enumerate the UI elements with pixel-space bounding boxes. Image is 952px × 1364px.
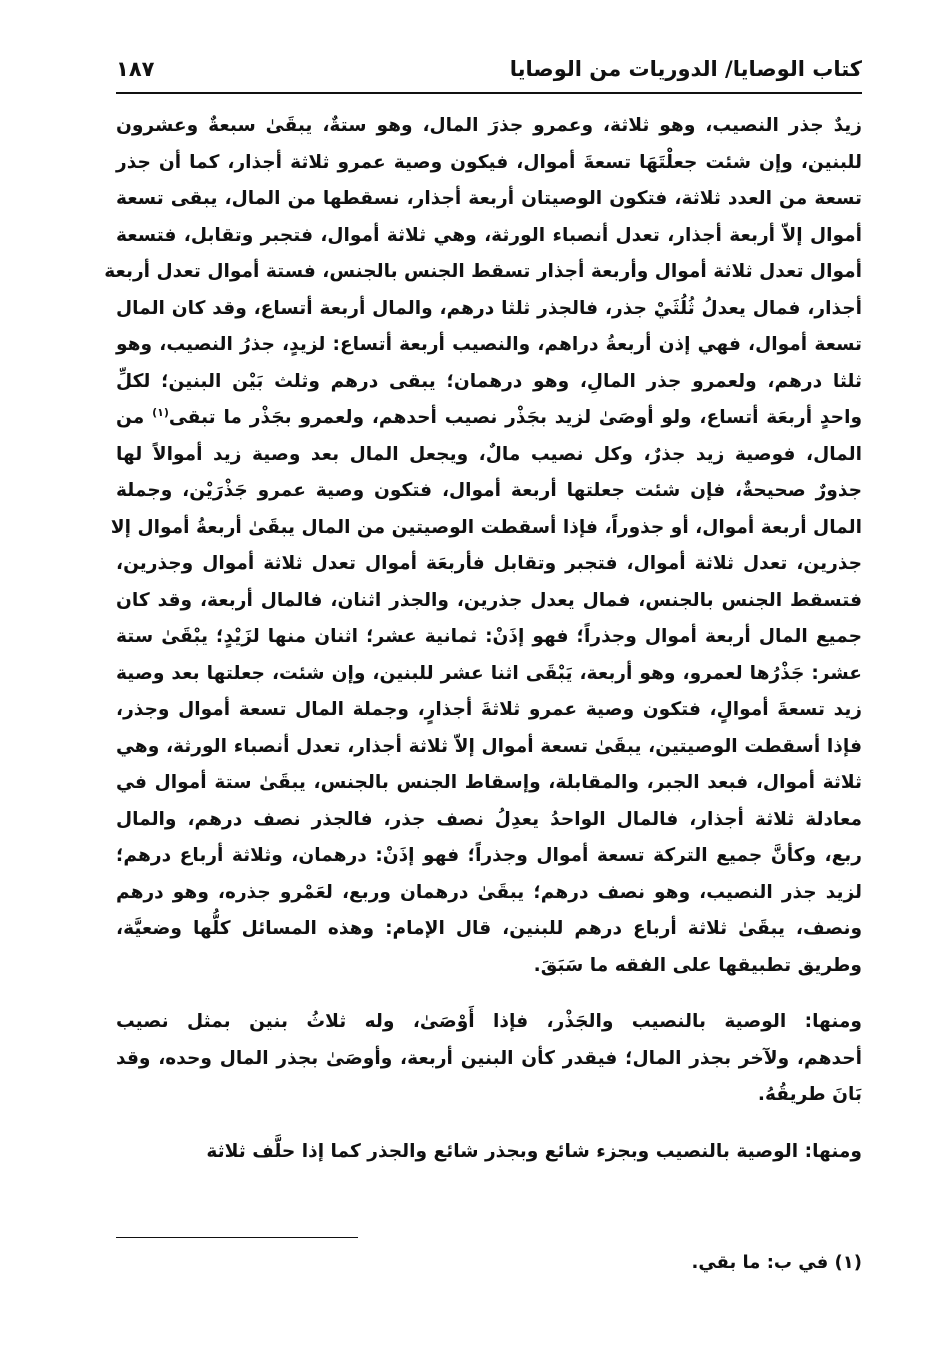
paragraph [116, 1134, 862, 1171]
text-line: بَانَ طريقُهُ. [757, 1084, 862, 1105]
header-rule [116, 92, 862, 94]
text-line: فإذا أسقطت الوصيتين، يبقَىٰ تسعة أموال إلاّ ثلاثة أجذار، تعدل أنصباء الورثة، وهي [116, 735, 862, 757]
text-line: للبنين، وإن شئت جعلْتَهَا تسعةَ أموال، فيكون وصية عمرو ثلاثة أجذار، كما أن جذر [116, 151, 862, 173]
text-line: ثلثا درهم، ولعمرو جذر المالِ، وهو درهمان؛ يبقى درهم وثلث بَيْن البنين؛ لكلِّ [116, 370, 862, 392]
text-line: ومنها: الوصية بالنصيب وبجزء شائع وبجذر شائع والجذر كما إذا حلَّف ثلاثة [206, 1140, 862, 1162]
text-line: المال أربعة أموال، أو جذوراً، فإذا أسقطت الوصيتين من المال يبقَىٰ أربعةُ أموال إلا [110, 516, 862, 538]
page-header [116, 50, 862, 88]
text-line: ربع، وكأنَّ جميع التركة تسعة أموال وجذراً؛ فهو إذَنْ: درهمان، وثلاثة أرباع درهم؛ [116, 845, 862, 866]
text-line: زيد تسعةَ أموالٍ، فتكون وصية عمرو ثلاثةَ أجذارٍ، وجملة المال تسعة أموال وجذر، [116, 699, 862, 720]
text-line: ثلاثة أموال، فبعد الجبر، والمقابلة، وإسقاط الجنس بالجنس، يبقَىٰ ستة أموال في [116, 772, 862, 793]
footnote [116, 1248, 862, 1278]
text-line: معادلة ثلاثة أجذار، فالمال الواحدُ يعدِلُ نصف جذر، فالجذر نصف درهم، والمال [116, 808, 862, 830]
footnote-reference: (١) [152, 405, 169, 419]
text-line: فتسقط الجنس بالجنس، فمال يعدل جذرين، والجذر اثنان، فالمال أربعة، وقد كان [116, 589, 862, 611]
text-line: جميع المال أربعة أموال وجذراً؛ فهو إذَنْ: ثمانية عشر؛ اثنان منها لزَيْدٍ؛ يبْقَىٰ ستة [116, 626, 862, 647]
main-text [104, 108, 863, 1170]
text-line: تسعة من العدد ثلاثة، فتكون الوصيتان أربعة أجذار، نسقطها من المال، يبقى تسعة [116, 188, 862, 209]
text-line: المال، فوصية زيد جذرٌ، وكل نصيب مالٌ، ويجعل المال بعد وصية زيد أموالاً لها [116, 443, 862, 465]
text-line: جذرين، تعدل ثلاثة أموال، فتجبر وتقابل فأربعَة أموال تعدل ثلاثة أموال وجذرين، [116, 553, 862, 574]
page-number: ١٨٧ [116, 57, 155, 81]
text-line: وطريق تطبيقها على الفقه ما سَبَقَ. [533, 954, 862, 976]
text-line: أجذار، فمال يعدلُ ثُلُثَيْ جذر، فالجذر ثلثا درهم، والمال أربعة أتساع، وقد كان المال [116, 297, 862, 319]
footnote-text: في ب: ما بقي. [691, 1252, 829, 1273]
paragraph [116, 1004, 862, 1114]
text-line: أموال إلاّ أربعة أجذار، تعدل أنصباء الورثة، وهي ثلاثة أموال، فتجبر وتقابل، فتسعة [116, 224, 862, 246]
text-line: أحدهم، ولآخر بجذر المال؛ فيقدر كأن البنين أربعة، وأوصَىٰ بجذر المال وحده، وقد [116, 1047, 862, 1069]
text-line: أموال تعدل ثلاثة أموال وأربعة أجذار تسقط الجنس بالجنس، فستة أموال تعدل أربعة [104, 261, 862, 282]
text-line: ونصف، يبقَىٰ ثلاثة أرباع درهم للبنين، قال الإمام: وهذه المسائل كلُّها وضعيَّة، [116, 918, 862, 939]
text-line: زيدٌ جذر النصيب، وهو ثلاثة، وعمرو جذرَ المال، وهو ستةٌ، يبقَىٰ سبعةٌ وعشرون [116, 115, 862, 136]
text-line: جذورٌ صحيحةٌ، فإن شئت جعلتها أربعة أموال، فتكون وصية عمرو جَذْرَيْن، وجملة [116, 480, 862, 501]
text-line: واحدٍ أربعَة أتساع، ولو أوصَىٰ لزيد بجَذْر نصيب أحدهم، ولعمرو بجَذْر ما تبقى$^{(١)}$ من [116, 405, 863, 428]
footnote-marker: (١) [834, 1252, 862, 1273]
text-line: تسعة أموال، فهي إذن أربعةُ دراهم، والنصيب أربعة أتساع: لزيدٍ، جذرُ النصيب، وهو [116, 334, 862, 355]
footnote-rule [116, 1237, 358, 1238]
running-title: كتاب الوصايا/ الدوريات من الوصايا [509, 57, 862, 81]
text-line: عشر: جَذْرُها لعمرو، وهو أربعة، يَبْقَى اثنا عشر للبنين، وإن شئت، جعلتها بعد وصية [116, 662, 862, 684]
paragraph-gap [116, 1114, 862, 1134]
text-line: ومنها: الوصية بالنصيب والجَذْر، فإذا أَوْصَىٰ، وله ثلاثُ بنين بمثل نصيب [116, 1011, 862, 1032]
paragraph [104, 108, 863, 984]
text-line: لزيد جذر النصيب، وهو نصف درهم؛ يبقَىٰ درهمان وربع، لعَمْرو جذره، وهو درهم [116, 881, 862, 903]
paragraph-gap [116, 984, 862, 1004]
